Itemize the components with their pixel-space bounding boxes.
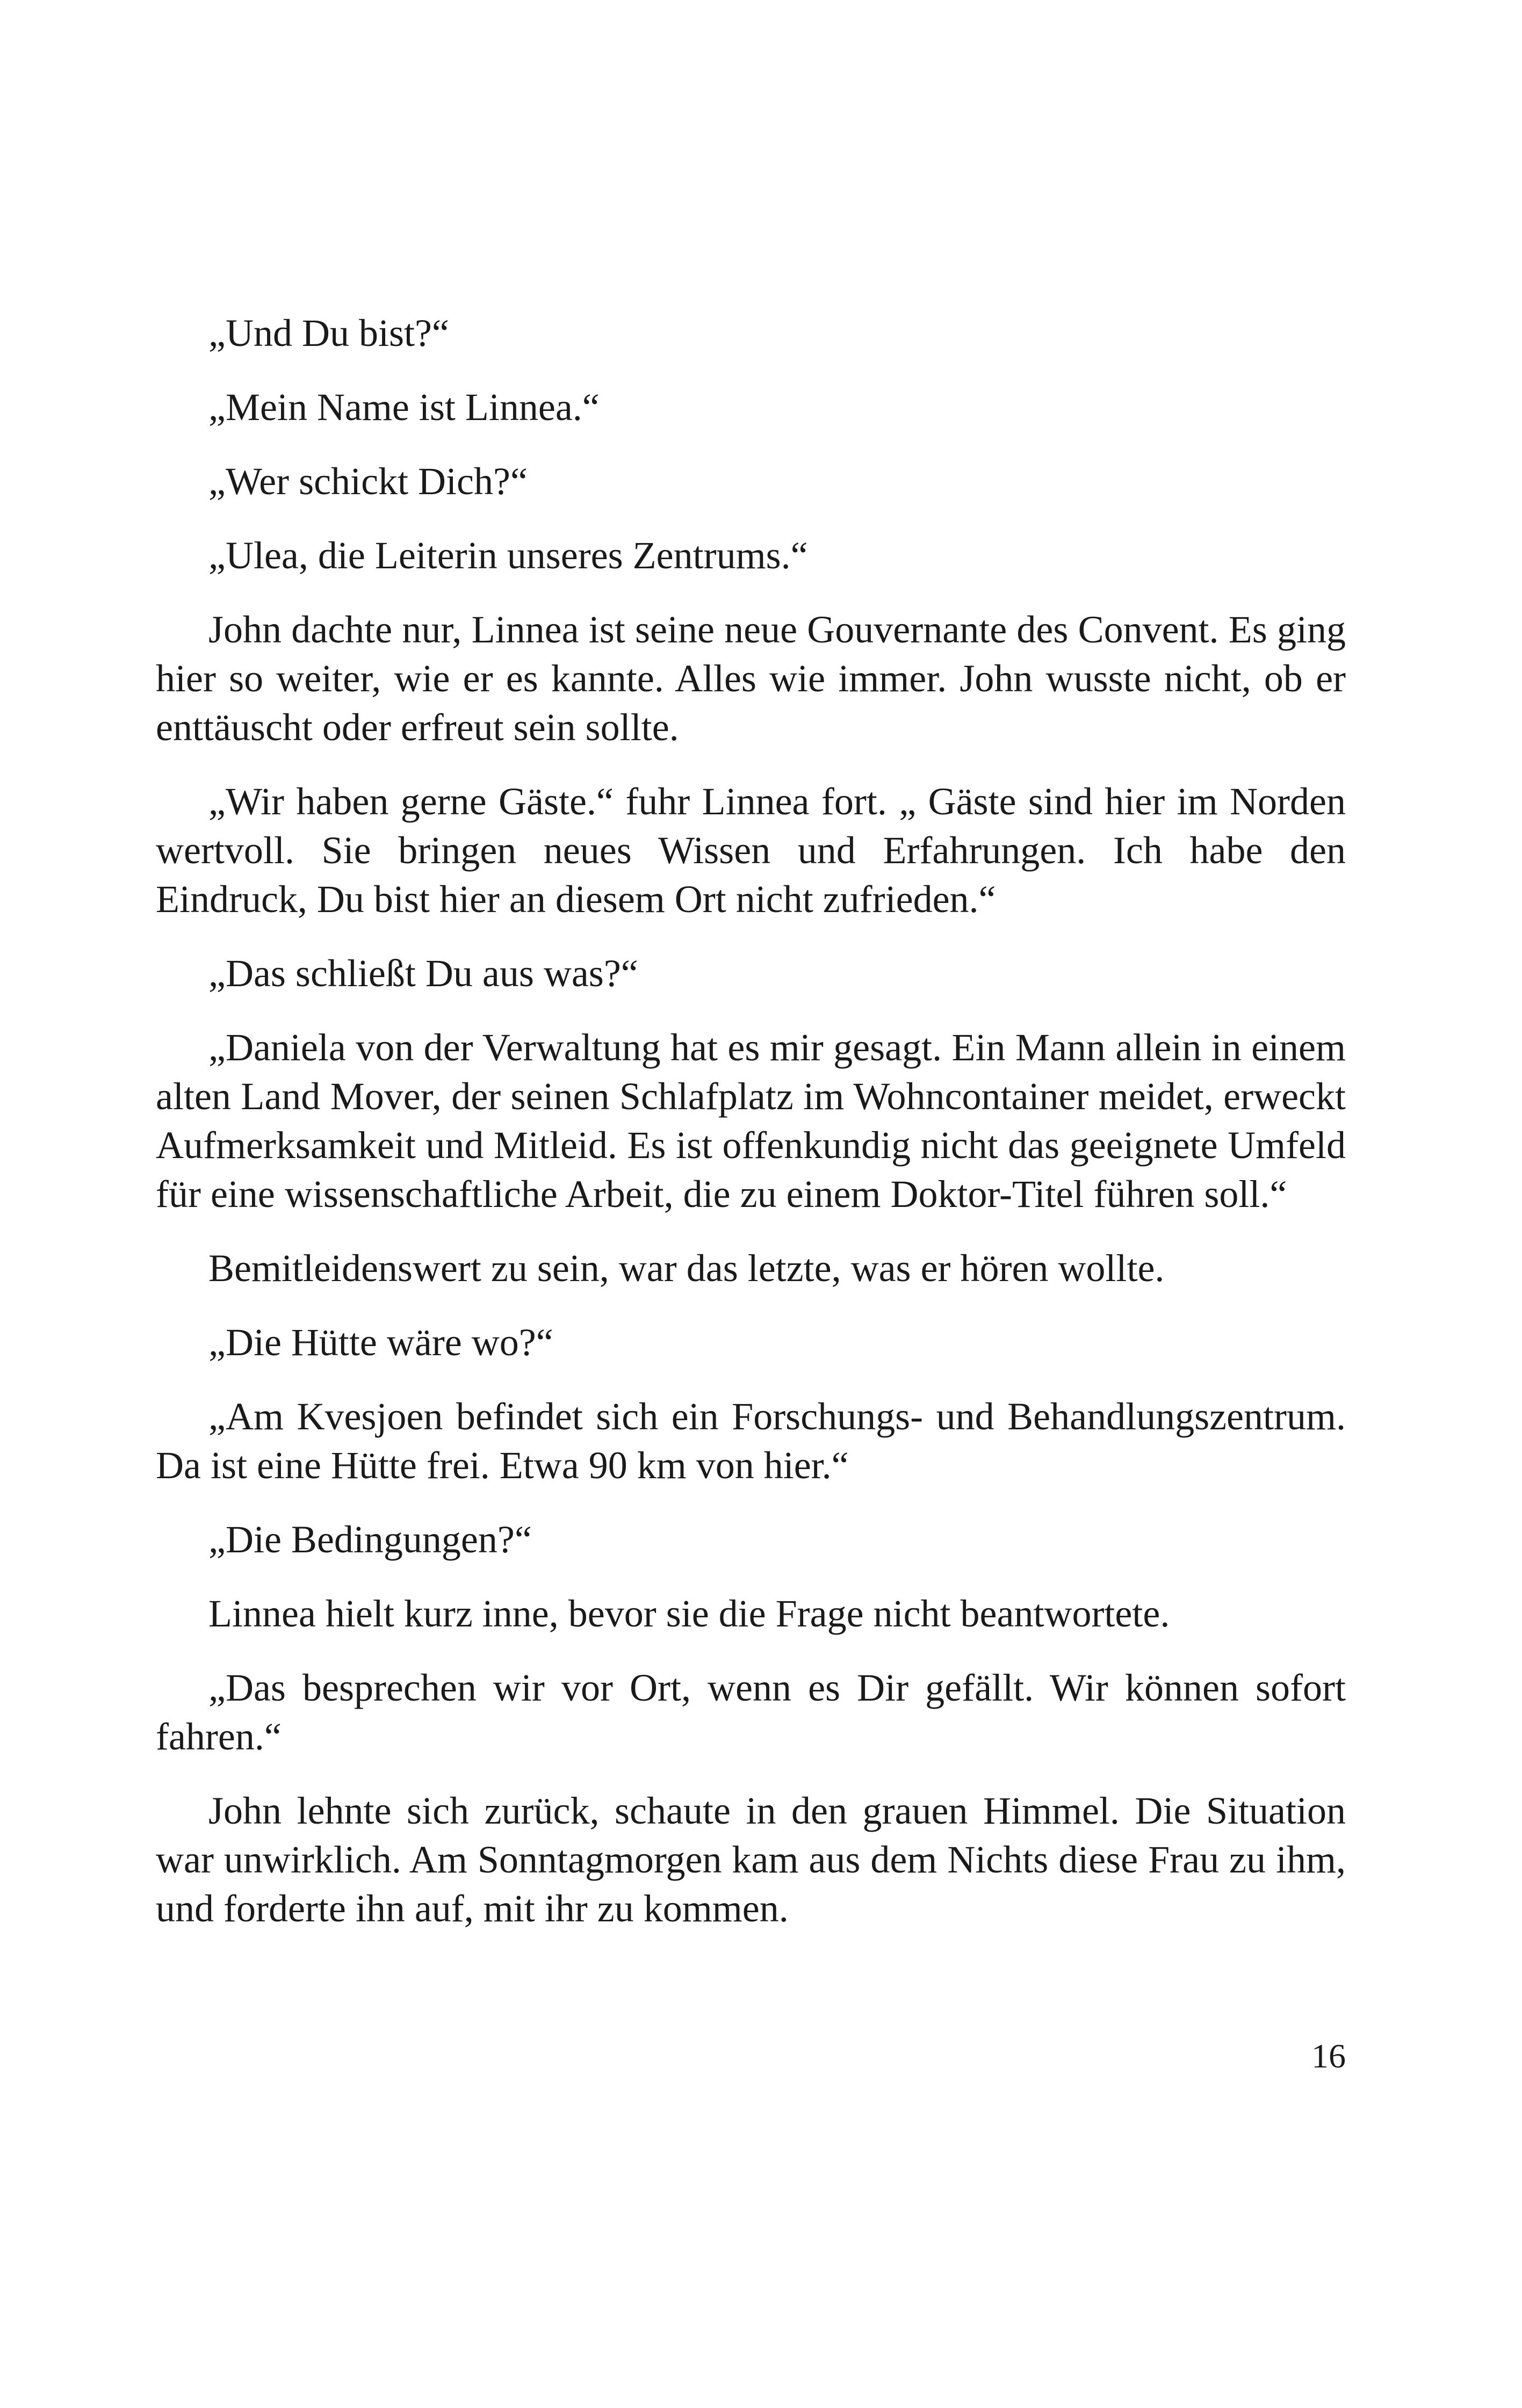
paragraph: „Daniela von der Verwaltung hat es mir gesagt. Ein Mann allein in einem alten Land Mover, der seinen Schlafplatz im Wohncontainer meidet, erweckt Aufmerksamkeit und Mitleid. Es ist offenkundig nicht das geeignete Umfeld für eine wissenschaftliche Arbeit, die zu einem Doktor-Titel führen soll.“ (156, 1026, 1346, 1216)
paragraph: Linnea hielt kurz inne, bevor sie die Frage nicht beantwortete. (208, 1592, 1170, 1635)
paragraph: John lehnte sich zurück, schaute in den grauen Himmel. Die Situation war unwirklich. Am Sonntagmorgen kam aus dem Nichts diese Frau zu ihm, und forderte ihn auf, mit ihr zu kommen. (156, 1789, 1346, 1930)
paragraph: Bemitleidenswert zu sein, war das letzte, was er hören wollte. (208, 1247, 1165, 1290)
paragraph: „Und Du bist?“ (208, 312, 449, 355)
paragraph: „Wer schickt Dich?“ (208, 460, 528, 503)
page-number: 16 (1311, 2037, 1346, 2075)
paragraph: „Die Bedingungen?“ (208, 1518, 532, 1561)
body-text (156, 309, 1346, 1958)
paragraph: John dachte nur, Linnea ist seine neue Gouvernante des Convent. Es ging hier so weiter, wie er es kannte. Alles wie immer. John wusste nicht, ob er enttäuscht oder erfreut sein sollte. (156, 608, 1346, 749)
paragraph: „Die Hütte wäre wo?“ (208, 1321, 553, 1364)
paragraph: „Am Kvesjoen befindet sich ein Forschungs- und Behandlungszentrum. Da ist eine Hütte frei. Etwa 90 km von hier.“ (156, 1395, 1346, 1487)
paragraph: „Mein Name ist Linnea.“ (208, 386, 600, 429)
paragraph: „Das besprechen wir vor Ort, wenn es Dir gefällt. Wir können sofort fahren.“ (156, 1666, 1346, 1758)
paragraph: „Das schließt Du aus was?“ (208, 952, 638, 995)
paragraph: „Ulea, die Leiterin unseres Zentrums.“ (208, 534, 808, 577)
paragraph: „Wir haben gerne Gäste.“ fuhr Linnea fort. „ Gäste sind hier im Norden wertvoll. Sie bringen neues Wissen und Erfahrungen. Ich habe den Eindruck, Du bist hier an diesem Ort nicht zufrieden.“ (156, 780, 1346, 921)
